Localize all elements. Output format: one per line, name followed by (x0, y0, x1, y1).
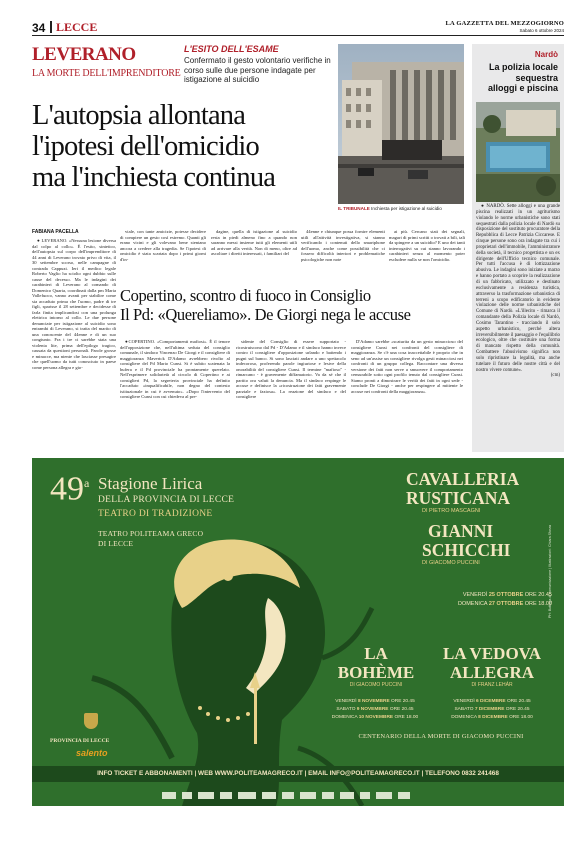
date-day: SABATO (454, 707, 474, 712)
sponsor-logo-icon (220, 792, 232, 799)
edition-superscript: a (84, 476, 90, 490)
sidebar-photo (476, 102, 560, 202)
double-bill-date-row (418, 591, 552, 600)
cavalleria-title-2: RUSTICANA (406, 488, 511, 508)
sidebar-body-text: ● NARDÒ. Sette alloggi e una grande piscina realizzati in un agriturismo violando le norme urbanistiche sono stati sequestrati dalla polizia locale di Nardò su disposizione del sostituto procuratore della Repubblica di Lecce Patrizia Ciccarese. E cinque persone sono ora indagate tra cui i proprietari dell'immobile, l'amministratore della società, il tecnico progettista e un ex dirigente dell'Ufficio tecnico comunale. Per tutti l'accusa è di lottizzazione abusiva. Le indagini sono iniziate a marzo e hanno portato a scoprire la realizzazione di un fabbricato, utilizzato e destinato esclusivamente a residenza turistica, attraverso la trasformazione urbanistica di terreni a scopo edificatorio in evidente violazione delle norme urbanistiche del Comune di Nardò. «L'illecito - rimarca il comandante della Polizia locale di Nardò, Cosimo Tarantino - tracciando il solo aspetto urbanistico, perché altera irreversibilmente il paesaggio e l'equilibrio ecologico, oltre che costituire una forma di mancato rispetto della comunità. Combattere l'abusivismo significa non solo ripristinare la legalità, ma anche tutelare il futuro delle nostre città e del nostro vivere comune». (476, 204, 560, 373)
page-header (32, 20, 564, 36)
edition-number (50, 466, 89, 506)
sub-kicker: L'ESITO DELL'ESAME (184, 44, 279, 54)
story2-col-1-text: ●COPERTINO. «Comportamenti mafiosi». È il tenore dell'opposizione che, nell'ultima seduta del consiglio comunale, il sindaco Vincenzo De Giorgi e il consigliere di maggioranza Maverick D'Adamo avrebbero rivolto al consigliere del Pd Mario Cunsi. Si è subito scatenata la bufera e il Pd provinciale ha prontamente querelato. Nell'esprimere solidarietà al circolo di Copertino e ai consiglieri Pd, la segreteria provinciale ha definito l'accaduto «inqualificabile, non degno del contesto istituzionale in cui è avvenuto». «Dopo l'intervento del consigliere Cunsi con cui chiedeva al pre- (120, 339, 230, 399)
cavalleria-title-1: CAVALLERIA (406, 469, 520, 489)
sponsor-logo-icon (238, 792, 256, 799)
sidebar-body (476, 204, 560, 379)
opera-vedova (432, 644, 552, 688)
venue-line-2: DI LECCE (98, 539, 134, 548)
story1-col-5 (389, 229, 465, 262)
boheme-dates (324, 698, 426, 722)
date-day: VENERDÌ (335, 699, 357, 704)
vedova-date-row (436, 714, 548, 722)
story1-col-1 (32, 238, 116, 370)
story2-col-3 (351, 339, 463, 394)
story1-col-3 (211, 229, 297, 257)
kicker-topic: LA MORTE DELL'IMPRENDITORE (32, 68, 181, 79)
story1-col-3-text: dagine, quella di istigazione al suicidio resta in piedi almeno fino a quando non saranno messi insieme tutti gli elementi utili ad arrivare alla verità. Non di meno, oltre ad ascoltare i diretti interessati, i familiari del (211, 229, 297, 256)
date-time: ORE 20.45 (524, 592, 552, 598)
sponsor-logo-icon (198, 792, 214, 799)
story2-col-3-text: D'Adamo sarebbe «scaturita da un gesto minaccioso del consigliere Cunsi nei confronti del consigliere di maggioranza. Se c'è una cosa inaccettabile è proprio che in seno ad un'assise un consigliere rivolga gesti minacciosi nei confronti di un gruppo collega. Raccontare una diversa versione dei fatti non serve a smuovere il comportamento censurabile sotto ogni profilo tenuto dal consigliere Cunsi. Siamo pronti a dimostrare le verità dei fatti in ogni sede - conclude De Giorgi - anche per respingere al mittente le accuse nei confronti della maggioranza». (351, 339, 463, 394)
date-time: ORE 20.45 (505, 707, 530, 712)
boheme-date-row (324, 714, 426, 722)
date-day: VENERDÌ (453, 699, 475, 704)
date-day: DOMENICA (451, 715, 477, 720)
vedova-date-row (436, 698, 548, 706)
pool-photo-image (476, 102, 560, 202)
edition-number-value: 49 (50, 470, 84, 508)
sidebar-headline-line-3: alloggi e piscina (487, 83, 558, 93)
opera-schicchi (406, 522, 546, 566)
date-time: ORE 18.00 (509, 715, 533, 720)
sidebar-kicker: Nardò (534, 50, 558, 59)
date-time: ORE 18.00 (394, 715, 419, 720)
opera-season-ad (32, 458, 564, 806)
date-day: DOMENICA (457, 601, 488, 607)
section-label: LECCE (56, 20, 98, 34)
double-bill-dates (418, 591, 552, 609)
story2-col-2 (236, 339, 346, 400)
photo-caption-text: Inchiesta per istigazione al suicidio (371, 206, 442, 211)
schicchi-title-1: GIANNI (428, 521, 494, 541)
ad-title-line-3: TEATRO DI TRADIZIONE (98, 509, 213, 519)
story2-headline-line-2: Il Pd: «Quereliamo». De Giorgi nega le accuse (120, 305, 411, 324)
ad-title-line-2: DELLA PROVINCIA DI LECCE (98, 495, 235, 505)
sponsor-logo-icon (162, 792, 176, 799)
sponsor-logo-icon (322, 792, 334, 799)
story2-col-2-text: sidente del Consiglio di essere supportato - ricostruiscono dal Pd - D'Adamo e il sindaco hanno invece contro il consigliere d'opposizione urlando e battendo i pugni sul banco. Si sono lasciati andare a uno spettacolo indecoroso, proferendo parole ingiuriose e lesive della onorabilità del consigliere Cunsi. Il termine "mafioso" - rimarcano - è gravemente diffamatorio. Va da sé che il partito ora valuti la denuncia. Ma il sindaco respinge le accuse e definisce la «ricostruzione dei fatti gravemente parziale e faziosa». La reazione del sindaco e del consigliere (236, 339, 346, 399)
sponsor-logo-icon (340, 792, 354, 799)
venue (98, 529, 203, 549)
kicker-place: LEVERANO (32, 44, 136, 65)
headline-line-3: ma l'inchiesta continua (32, 162, 276, 193)
schicchi-composer: DI GIACOMO PUCCINI (422, 560, 480, 566)
province-label: PROVINCIA DI LECCE (50, 738, 110, 744)
date-value: 6 DICEMBRE (476, 699, 506, 704)
vedova-title-1: LA VEDOVA (442, 644, 542, 663)
sponsor-logo-icon (398, 792, 410, 799)
date-time: ORE 20.45 (391, 699, 415, 704)
province-crest-icon (84, 713, 98, 729)
page-number: 34 (32, 21, 46, 35)
sponsor-logo-icon (376, 792, 392, 799)
boheme-date-row (324, 706, 426, 714)
story2-headline-line-1: Copertino, scontro di fuoco in Consiglio (120, 286, 371, 305)
cavalleria-composer: DI PIETRO MASCAGNI (422, 508, 481, 514)
centenary-line: CENTENARIO DELLA MORTE DI GIACOMO PUCCINI (358, 733, 524, 740)
story1-col-4 (301, 229, 385, 262)
date-value: 10 NOVEMBRE (358, 715, 394, 720)
ad-footer-info: INFO TICKET E ABBONAMENTI | WEB WWW.POLITEAMAGRECO.IT | EMAIL INFO@POLITEAMAGRECO.IT | TELEFONO 0832 241468 (97, 770, 499, 777)
boheme-title-2: BOHÈME (337, 663, 415, 682)
headline-line-2: l'ipotesi dell'omicidio (32, 131, 259, 162)
date-value: 25 OTTOBRE (488, 592, 524, 598)
boheme-title-1: LA (364, 644, 388, 663)
header-date: Sabato 6 ottobre 2024 (519, 28, 564, 33)
sponsor-logo-icon (360, 792, 370, 799)
salento-logo: salento (76, 748, 108, 758)
photo-caption-bold: IL TRIBUNALE (338, 206, 370, 211)
main-headline (32, 100, 332, 193)
date-value: 8 DICEMBRE (478, 715, 508, 720)
date-time: ORE 18.00 (524, 601, 552, 607)
sidebar-headline-line-1: La polizia locale (488, 62, 558, 72)
ad-title-line-1: Stagione Lirica (98, 474, 203, 493)
masthead: LA GAZZETTA DEL MEZZOGIORNO (445, 20, 564, 27)
story1-col-2-text: viale, con tante amicizie, potesse decidere di compiere un gesto così estremo. Quanti gli erano vicini e gli volevano bene stentano ancora a credere alla tragedia. Se l'ipotesi di omicidio è stata scartata dopo i primi giorni d'in- (120, 229, 206, 262)
vedova-dates (436, 698, 548, 722)
date-value: 27 OTTOBRE (488, 601, 524, 607)
venue-line-1: TEATRO POLITEAMA GRECO (98, 529, 204, 538)
date-day: VENERDÌ (462, 592, 488, 598)
date-day: DOMENICA (331, 715, 358, 720)
sidebar-signoff: (cm) (550, 373, 560, 379)
vedova-title-2: ALLEGRA (449, 663, 535, 682)
story2-headline (120, 286, 465, 324)
date-time: ORE 20.45 (506, 699, 531, 704)
date-value: 8 NOVEMBRE (357, 699, 390, 704)
story1-col-2 (120, 229, 206, 262)
headline-line-1: L'autopsia allontana (32, 100, 246, 131)
date-value: 7 DICEMBRE (474, 707, 505, 712)
photo-caption (338, 206, 468, 211)
boheme-composer: DI GIACOMO PUCCINI (349, 682, 403, 688)
story1-col-1-text: ● LEVERANO. «Nessuna lesione diversa dal colpo al collo». È l'esito, sintetico, dell'autopsia sul corpo dell'imprenditore di 44 anni di Leverano trovato privo di vita, il 30 settembre scorso, nelle campagne di contrada Cappuzi. Ieri il medico legale Roberto Vaglio ha sciolto ogni dubbio sulle cause del decesso. Ma le indagini dei carabinieri di Leverano al comando di Domenico Quarta, coordinati dalla pm Maria Vallefuoco, vanno avanti per stabilire come sia accaduto prima che l'uomo, padre di tre figli, sparisse il 28 settembre e decidesse di farla finita implicandosi con una prolunga elettrica intorno al collo. Le due persone denunciate per istigazione al suicidio sono entrambi di Leverano, si tratta del marito di una conoscente del 44enne e di un suo congiunto. Fra i tre ci sarebbe stata una violenta lite, prima dell'epilogo tragico, causata da questioni personali. Parole grosse e minacce, ma niente che lasciasse presagire che quell'uomo da tutti conosciuto in paese come persona allegra e gio- (32, 238, 116, 370)
date-day: SABATO (336, 707, 356, 712)
vedova-date-row (436, 706, 548, 714)
double-bill-date-row (418, 600, 552, 609)
opera-cavalleria (406, 470, 546, 514)
sponsor-logo-icon (182, 792, 192, 799)
header-divider (50, 21, 52, 33)
story2-col-1 (120, 339, 230, 400)
ad-side-credit: PH: Bottega di comunicazione | Illustrazioni: Chiara Sforza (548, 524, 552, 618)
vedova-composer: DI FRANZ LEHÁR (471, 682, 513, 688)
opera-boheme (328, 644, 424, 688)
tribunal-building-image (338, 44, 464, 204)
schicchi-title-2: SCHICCHI (422, 540, 511, 560)
boheme-date-row (324, 698, 426, 706)
date-time: ORE 20.45 (389, 707, 414, 712)
sidebar-headline-line-2: sequestra (515, 72, 558, 83)
story1-col-4-text: 44enne e chiunque possa fornire elementi utili all'attività investigativa, si stanno verificando i contenuti dello smartphone dell'uomo, anche come possibilità che ci fossero difficoltà interiori e problematiche psicologiche non note (301, 229, 385, 262)
story1-col-5-text: ai più. Cercano stati dei segnali, magari di primi scritti o trovati a bili, tali da spingere a un suicidio? E uno dei tanti interrogativi su cui stanno lavorando i carabinieri senza al momento poter escludere nulla se non l'omicidio. (389, 229, 465, 262)
sponsor-logo-icon (300, 792, 316, 799)
sponsor-logos (162, 790, 442, 800)
tribunal-photo (338, 44, 464, 204)
sidebar-headline (476, 62, 558, 94)
sub-headline: Confermato il gesto volontario verifiche in corso sulle due persone indagate per istigazione al suicidio (184, 56, 331, 84)
sponsor-logo-icon (262, 792, 276, 799)
date-value: 9 NOVEMBRE (356, 707, 389, 712)
sponsor-logo-icon (282, 792, 294, 799)
sidebar-box (472, 44, 564, 452)
byline: FABIANA PACELLA (32, 229, 79, 235)
